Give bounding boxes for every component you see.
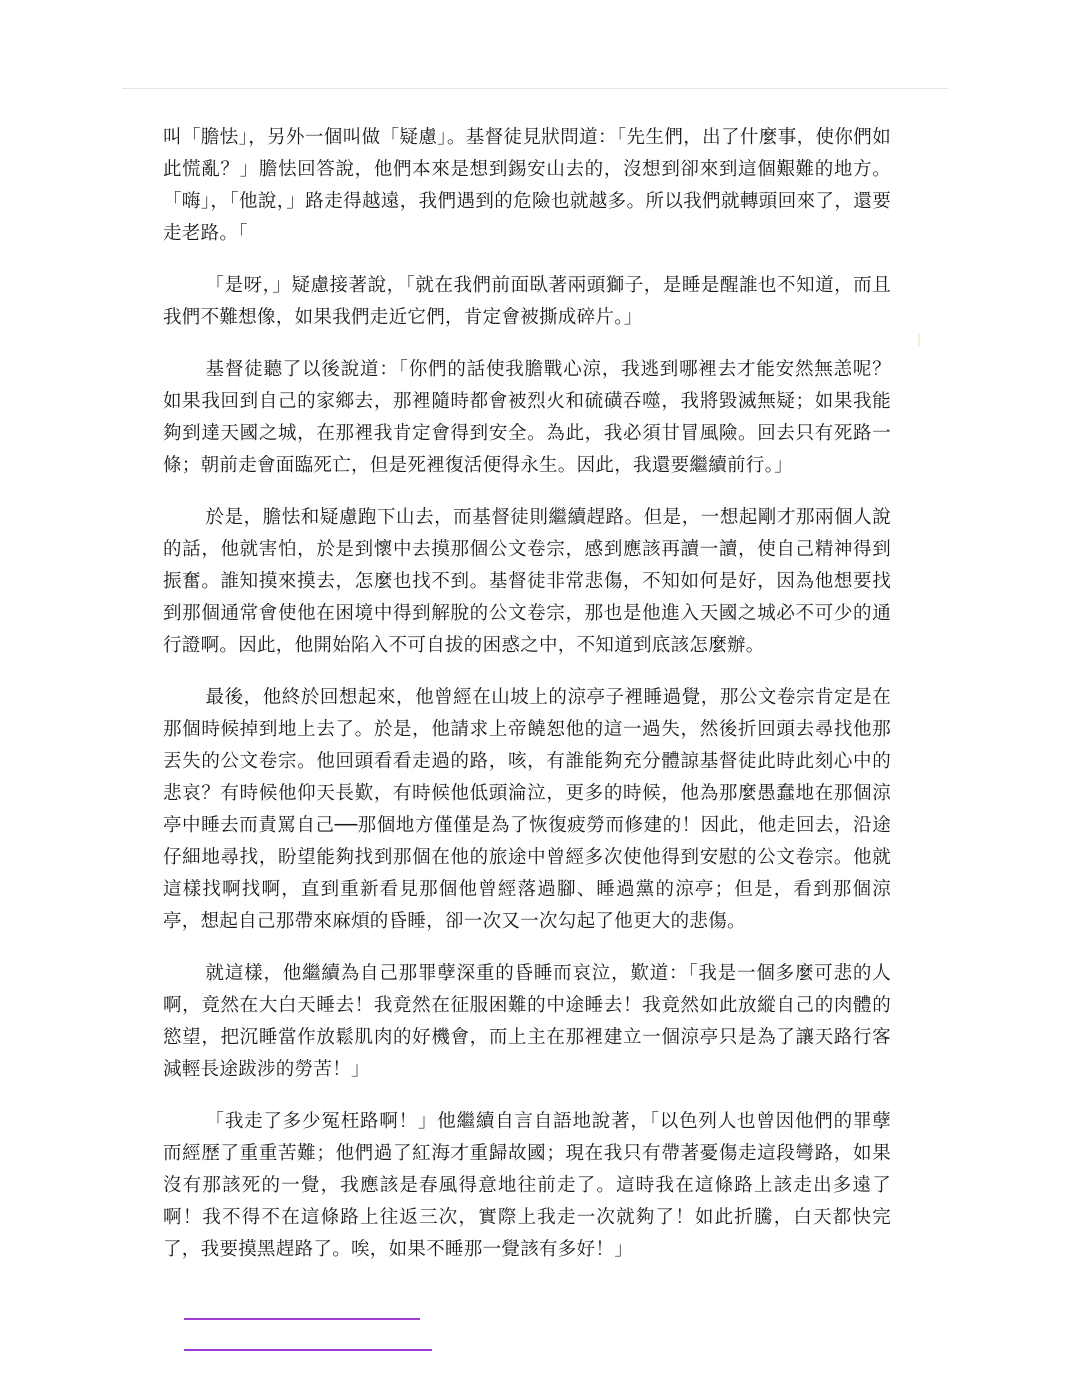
paragraph-7: 「我走了多少冤枉路啊！」他繼續自言自語地說著，「以色列人也曾因他們的罪孽而經歷了重重苦難；他們過了紅海才重歸故國；現在我只有帶著憂傷走這段彎路，如果沒有那該死的一覺，我應該是春風得意地往前走了。這時我在這條路上該走出多遠了啊！我不得不在這條路上往返三次，實際上我走一次就夠了！如此折騰，白天都快完了，我要摸黑趕路了。唉，如果不睡那一覺該有多好！」	[163, 1111, 891, 1260]
paragraph-2: 「是呀，」疑慮接著說，「就在我們前面臥著兩頭獅子，是睡是醒誰也不知道，而且我們不難想像，如果我們走近它們，肯定會被撕成碎片。」	[163, 275, 891, 328]
paragraph-3: 基督徒聽了以後說道：「你們的話使我膽戰心涼，我逃到哪裡去才能安然無恙呢？如果我回到自己的家鄉去，那裡隨時都會被烈火和硫磺吞噬，我將毀滅無疑；如果我能夠到達天國之城，在那裡我肯定會得到安全。為此，我必須甘冒風險。回去只有死路一條；朝前走會面臨死亡，但是死裡復活便得永生。因此，我還要繼續前行。」	[163, 359, 891, 476]
footnote-link-2[interactable]	[184, 1349, 432, 1351]
document-body	[163, 122, 891, 1286]
paragraph-4: 於是，膽怯和疑慮跑下山去，而基督徒則繼續趕路。但是，一想起剛才那兩個人說的話，他就害怕，於是到懷中去摸那個公文卷宗，感到應該再讀一讀，使自己精神得到振奮。誰知摸來摸去，怎麼也找不到。基督徒非常悲傷，不知如何是好，因為他想要找到那個通常會使他在困境中得到解脫的公文卷宗，那也是他進入天國之城必不可少的通行證啊。因此，他開始陷入不可自拔的困惑之中，不知道到底該怎麼辦。	[163, 507, 891, 656]
paragraph-5: 最後，他終於回想起來，他曾經在山坡上的涼亭子裡睡過覺，那公文卷宗肯定是在那個時候掉到地上去了。於是，他請求上帝饒恕他的這一過失，然後折回頭去尋找他那丟失的公文卷宗。他回頭看看走過的路，咳，有誰能夠充分體諒基督徒此時此刻心中的悲哀？有時候他仰天長歎，有時候他低頭淪泣，更多的時候，他為那麼愚蠢地在那個涼亭中睡去而責罵自己──那個地方僅僅是為了恢復疲勞而修建的！因此，他走回去，沿途仔細地尋找，盼望能夠找到那個在他的旅途中曾經多次使他得到安慰的公文卷宗。他就這樣找啊找啊，直到重新看見那個他曾經落過腳、睡過黨的涼亭；但是，看到那個涼亭，想起自己那帶來麻煩的昏睡，卻一次又一次勾起了他更大的悲傷。	[163, 687, 891, 932]
footnote-link-1[interactable]	[184, 1318, 420, 1320]
header-divider	[122, 88, 948, 89]
paragraph-6: 就這樣，他繼續為自己那罪孽深重的昏睡而哀泣，歎道：「我是一個多麼可悲的人啊，竟然在大白天睡去！我竟然在征服困難的中途睡去！我竟然如此放縱自己的肉體的慾望，把沉睡當作放鬆肌肉的好機會，而上主在那裡建立一個涼亭只是為了讓天路行客減輕長途跋涉的勞苦！」	[163, 963, 891, 1080]
scan-artifact	[918, 333, 920, 347]
paragraph-1: 叫「膽怯」，另外一個叫做「疑慮」。基督徒見狀問道：「先生們，出了什麼事，使你們如此慌亂？」膽怯回答說，他們本來是想到錫安山去的，沒想到卻來到這個艱難的地方。「嗨」，「他說，」路走得越遠，我們遇到的危險也就越多。所以我們就轉頭回來了，還要走老路。「	[163, 127, 891, 244]
